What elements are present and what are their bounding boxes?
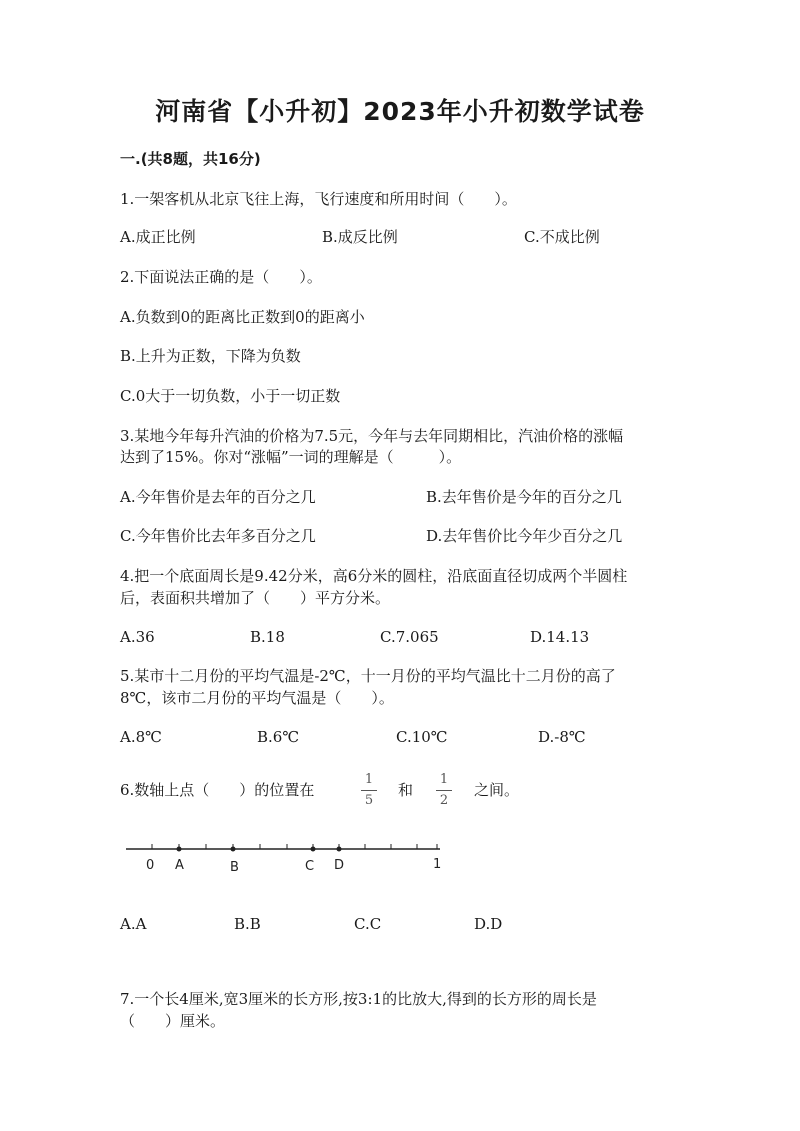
point-b-dot xyxy=(231,847,236,852)
axis-label-zero: 0 xyxy=(146,858,155,873)
question-4-line-1: 4.把一个底面周长是9.42分米，高6分米的圆柱，沿底面直径切成两个半圆柱 xyxy=(120,567,628,585)
q2-option-c: C.0大于一切负数，小于一切正数 xyxy=(120,387,341,405)
axis-label-a: A xyxy=(175,858,184,873)
fraction-one-half: 1 2 xyxy=(436,772,452,809)
question-7-line-1: 7.一个长4厘米,宽3厘米的长方形,按3:1的比放大,得到的长方形的周长是 xyxy=(120,990,597,1008)
question-6-connector: 和 xyxy=(398,781,414,799)
q3-option-b: B.去年售价是今年的百分之几 xyxy=(426,488,622,506)
q5-option-b: B.6℃ xyxy=(257,728,300,746)
q6-option-d: D.D xyxy=(474,915,503,933)
q6-option-b: B.B xyxy=(234,915,261,933)
q4-option-c: C.7.065 xyxy=(380,628,439,646)
question-3-line-1: 3.某地今年每升汽油的价格为7.5元，今年与去年同期相比，汽油价格的涨幅 xyxy=(120,427,624,445)
question-4-line-2: 后，表面积共增加了（ ）平方分米。 xyxy=(120,589,391,607)
q4-option-b: B.18 xyxy=(250,628,285,646)
q4-option-d: D.14.13 xyxy=(530,628,590,646)
q5-option-c: C.10℃ xyxy=(396,728,448,746)
point-d-dot xyxy=(337,847,342,852)
question-6-suffix: 之间。 xyxy=(474,781,520,799)
question-7-line-2: （ ）厘米。 xyxy=(120,1012,226,1030)
axis-label-b: B xyxy=(230,860,239,875)
q5-option-d: D.-8℃ xyxy=(538,728,586,746)
section-heading: 一.(共8题，共16分) xyxy=(120,150,261,168)
point-c-dot xyxy=(311,847,316,852)
fraction-one-fifth: 1 5 xyxy=(361,772,377,809)
page-title: 河南省【小升初】2023年小升初数学试卷 xyxy=(155,97,645,126)
question-6-text: 6.数轴上点（ ）的位置在 xyxy=(120,781,315,799)
q4-option-a: A.36 xyxy=(120,628,155,646)
question-3-line-2: 达到了15%。你对“涨幅”一词的理解是（ ）。 xyxy=(120,448,462,466)
point-a-dot xyxy=(177,847,182,852)
question-5-line-1: 5.某市十二月份的平均气温是-2℃，十一月份的平均气温比十二月份的高了 xyxy=(120,667,616,685)
axis-label-c: C xyxy=(305,859,315,874)
q6-option-a: A.A xyxy=(120,915,147,933)
q1-option-c: C.不成比例 xyxy=(524,228,600,246)
q1-option-a: A.成正比例 xyxy=(120,228,196,246)
q1-option-b: B.成反比例 xyxy=(322,228,398,246)
q2-option-b: B.上升为正数，下降为负数 xyxy=(120,347,301,365)
q3-option-d: D.去年售价比今年少百分之几 xyxy=(426,527,623,545)
question-5-line-2: 8℃，该市二月份的平均气温是（ ）。 xyxy=(120,689,394,707)
q3-option-c: C.今年售价比去年多百分之几 xyxy=(120,527,316,545)
q3-option-a: A.今年售价是去年的百分之几 xyxy=(120,488,316,506)
q2-option-a: A.负数到0的距离比正数到0的距离小 xyxy=(120,308,365,326)
axis-label-one: 1 xyxy=(433,857,442,872)
question-2-text: 2.下面说法正确的是（ ）。 xyxy=(120,268,322,286)
axis-label-d: D xyxy=(334,858,345,873)
q5-option-a: A.8℃ xyxy=(120,728,162,746)
question-1-text: 1.一架客机从北京飞往上海，飞行速度和所用时间（ ）。 xyxy=(120,190,517,208)
number-line xyxy=(0,836,800,896)
q6-option-c: C.C xyxy=(354,915,382,933)
